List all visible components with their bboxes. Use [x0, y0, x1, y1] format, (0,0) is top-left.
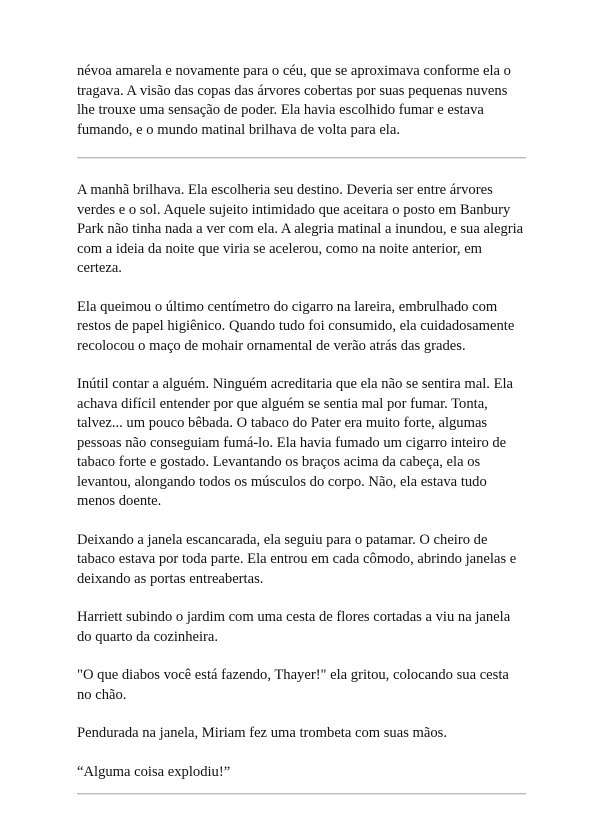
section-divider-top: [77, 157, 526, 158]
paragraph-cigarette: Ela queimou o último centímetro do cigarro na lareira, embrulhado com restos de papel higiênico. Quando tudo foi consumido, ela cuidadosamente recolocou o maço de mohair ornamental de verão atrás das grades.: [77, 298, 515, 354]
paragraph-miriam: Pendurada na janela, Miriam fez uma trombeta com suas mãos.: [77, 725, 447, 741]
paragraph-dialogue-harriett: "O que diabos você está fazendo, Thayer!" ela gritou, colocando sua cesta no chão.: [77, 667, 509, 703]
section-divider-bottom: [77, 793, 526, 794]
document-page: [77, 62, 527, 817]
paragraph-useless: Inútil contar a alguém. Ninguém acreditaria que ela não se sentira mal. Ela achava difícil entender por que alguém se sentia mal por fumar. Tonta, talvez... um pouco bêbada. O tabaco do Pater era muito forte, algumas pessoas não conseguiam fumá-lo. Ela havia fumado um cigarro inteiro de tabaco forte e gostado. Levantando os braços acima da cabeça, ela os levantou, alongando todos os músculos do corpo. Não, ela estava tudo menos doente.: [77, 376, 514, 509]
paragraph-dialogue-miriam: “Alguma coisa explodiu!”: [77, 763, 231, 780]
paragraph-continuation: névoa amarela e novamente para o céu, que se aproximava conforme ela o tragava. A visão das copas das árvores cobertas por suas pequenas nuvens lhe trouxe uma sensação de poder. Ela havia escolhido fumar e estava fumando, e o mundo matinal brilhava de volta para ela.: [77, 63, 511, 138]
paragraph-harriett: Harriett subindo o jardim com uma cesta de flores cortadas a viu na janela do quarto da cozinheira.: [77, 609, 511, 645]
paragraph-morning: A manhã brilhava. Ela escolheria seu destino. Deveria ser entre árvores verdes e o sol. Aquele sujeito intimidado que aceitara o posto em Banbury Park não tinha nada a ver com ela. A alegria matinal a inundou, e sua alegria com a ideia da noite que viria se acelerou, como na noite anterior, em certeza.: [77, 182, 524, 276]
paragraph-window: Deixando a janela escancarada, ela seguiu para o patamar. O cheiro de tabaco estava por toda parte. Ela entrou em cada cômodo, abrindo janelas e deixando as portas entreabertas.: [77, 531, 517, 587]
